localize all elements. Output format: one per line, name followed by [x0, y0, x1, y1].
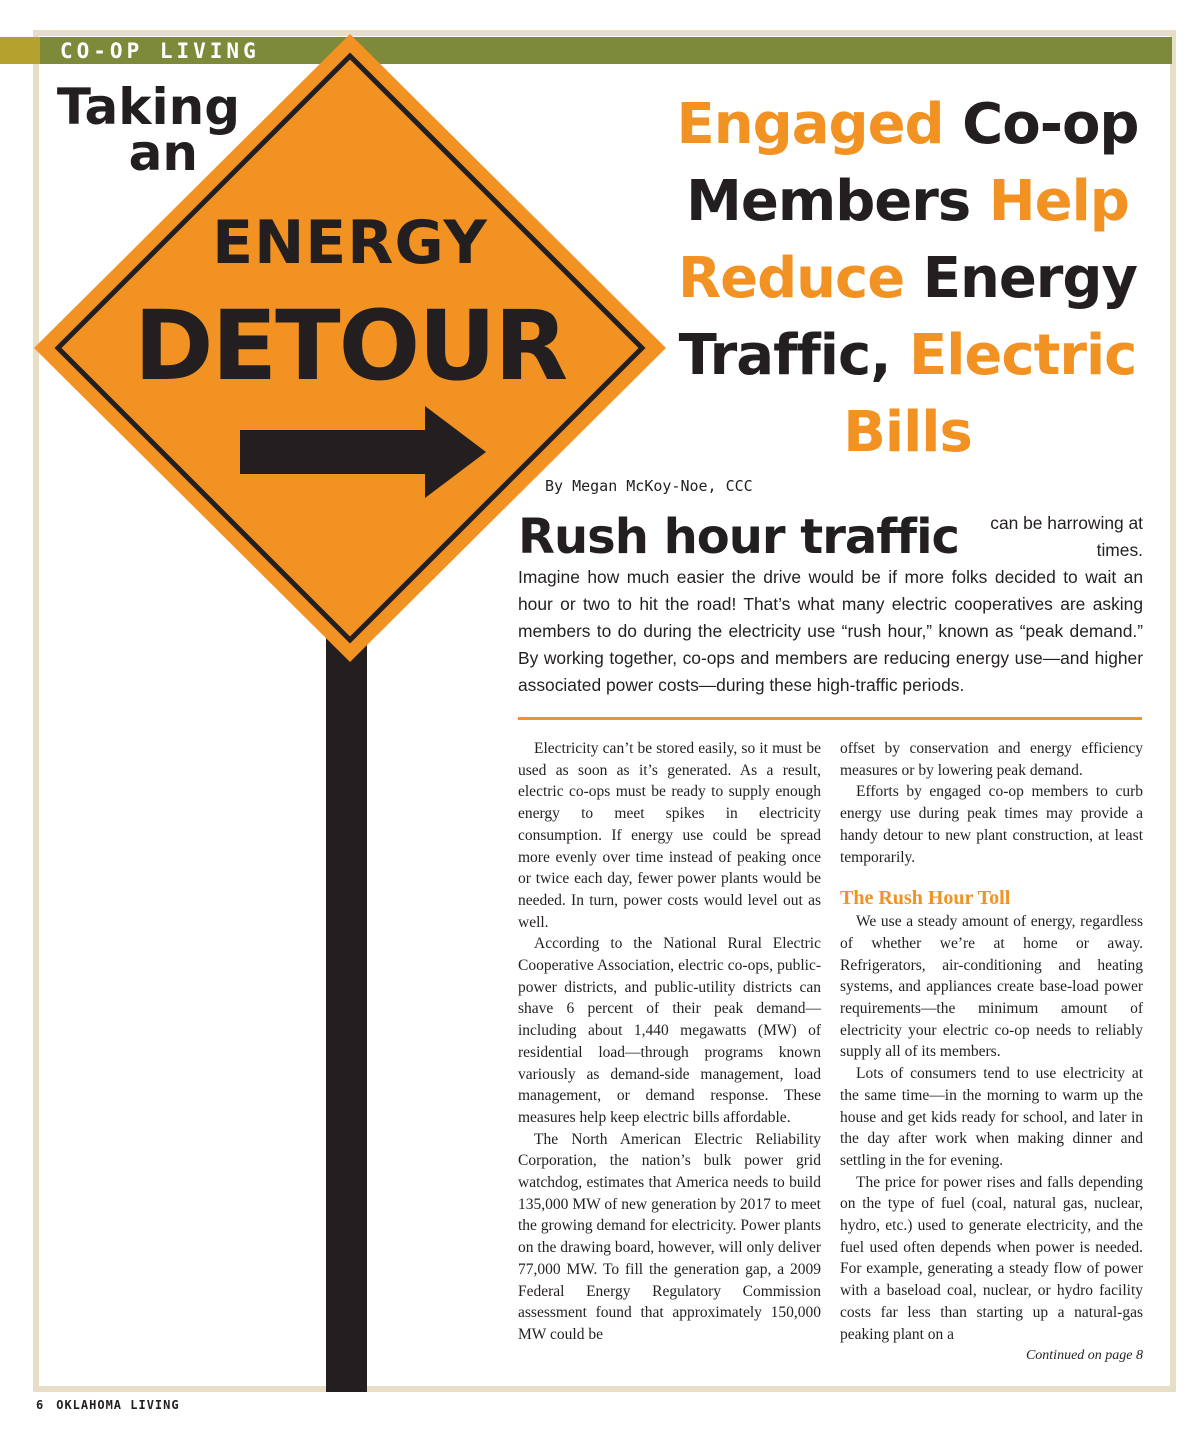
body-paragraph: Lots of consumers tend to use electricity at the same time—in the morning to warm up the house and get kids ready for school, and later in the day after work when making dinner and settling in the for evening.	[840, 1065, 1143, 1169]
headline-word: Bills	[843, 400, 972, 465]
lead-title: Rush hour traffic	[518, 509, 959, 565]
sign-word-energy: ENERGY	[212, 208, 488, 278]
headline-word: Help	[988, 169, 1129, 234]
body-paragraph: The North American Electric Reliability Corporation, the nation’s bulk power grid watchdog, estimates that America needs to build 135,000 MW of new generation by 2017 to meet the growing demand for electricity. Power plants on the drawing board, however, will only deliver 77,000 MW. To fill the generation gap, a 2009 Federal Energy Regulatory Commission assessment found that approximately 150,000 MW could be	[518, 1130, 821, 1343]
sign-kicker	[50, 78, 240, 182]
publication-name: OKLAHOMA LIVING	[56, 1398, 180, 1412]
headline-word: Members	[686, 169, 971, 234]
section-subhead: The Rush Hour Toll	[840, 887, 1011, 910]
sign-pole	[326, 600, 367, 1392]
article-headline	[650, 86, 1165, 471]
body-column-1	[518, 738, 821, 1346]
body-paragraph: We use a steady amount of energy, regardless of whether we’re at home or away. Refrigerators, air-conditioning and heating systems, and appliances create base-load power requirements—the minimum amount of electricity your electric co-op needs to reliably supply all of its members.	[840, 913, 1143, 1061]
lead-line-1: can be harrowing at times.	[990, 513, 1143, 560]
headline-word: Reduce	[677, 246, 905, 311]
headline-line-4	[650, 317, 1165, 394]
headline-line-1	[650, 86, 1165, 163]
headline-word: Traffic,	[678, 323, 891, 388]
headline-line-2	[650, 163, 1165, 240]
body-paragraph: Electricity can’t be stored easily, so it must be used as soon as it’s generated. As a result, electric co-ops must be ready to supply enough energy to meet spikes in electricity consumption. If energy use could be spread more evenly over time instead of peaking once or twice each day, fewer power plants would be needed. In turn, power costs would level out as well.	[518, 740, 821, 931]
body-paragraph: offset by conservation and energy efficiency measures or by lowering peak demand.	[840, 740, 1143, 779]
headline-line-5	[650, 394, 1165, 471]
lead-paragraph	[518, 510, 1143, 699]
body-column-2	[840, 738, 1143, 1367]
lead-rest: Imagine how much easier the drive would be if more folks decided to wait an hour or two to hit the road! That’s what many electric cooperatives are asking members to do during the electricity use “rush hour,” known as “peak demand.” By working together, co-ops and members are reducing energy use—and higher associated power costs—during these high-traffic periods.	[518, 567, 1143, 695]
section-label: CO-OP LIVING	[60, 39, 260, 63]
kicker-line-2: an	[128, 124, 198, 182]
page-number: 6	[36, 1398, 45, 1412]
headline-word: Electric	[908, 323, 1137, 388]
body-paragraph: According to the National Rural Electric Cooperative Association, electric co-ops, public-power districts, and public-utility districts can shave 6 percent of their peak demand—including about 1,440 megawatts (MW) of residential load—through programs known variously as demand-side management, load management, or demand response. These measures help keep electric bills affordable.	[518, 935, 821, 1126]
sign-word-detour: DETOUR	[133, 290, 567, 402]
headline-word: Co-op	[962, 92, 1139, 157]
body-paragraph: Efforts by engaged co-op members to curb energy use during peak times may provide a handy detour to new plant construction, at least temporarily.	[840, 783, 1143, 866]
continued-note: Continued on page 8	[1025, 1348, 1143, 1364]
headline-word: Engaged	[676, 92, 944, 157]
orange-divider	[518, 717, 1142, 720]
byline: By Megan McKoy-Noe, CCC	[545, 477, 753, 495]
body-paragraph: The price for power rises and falls depending on the type of fuel (coal, natural gas, nuclear, hydro, etc.) used to generate electricity, and the fuel used often depends when power is needed. For example, generating a steady flow of power with a baseload coal, nuclear, or hydro facility costs far less than starting up a natural-gas peaking plant on a	[840, 1173, 1143, 1343]
kicker-line-1: Taking	[56, 78, 240, 136]
headline-word: Energy	[922, 246, 1138, 311]
headline-line-3	[650, 240, 1165, 317]
page-footer	[36, 1398, 180, 1412]
